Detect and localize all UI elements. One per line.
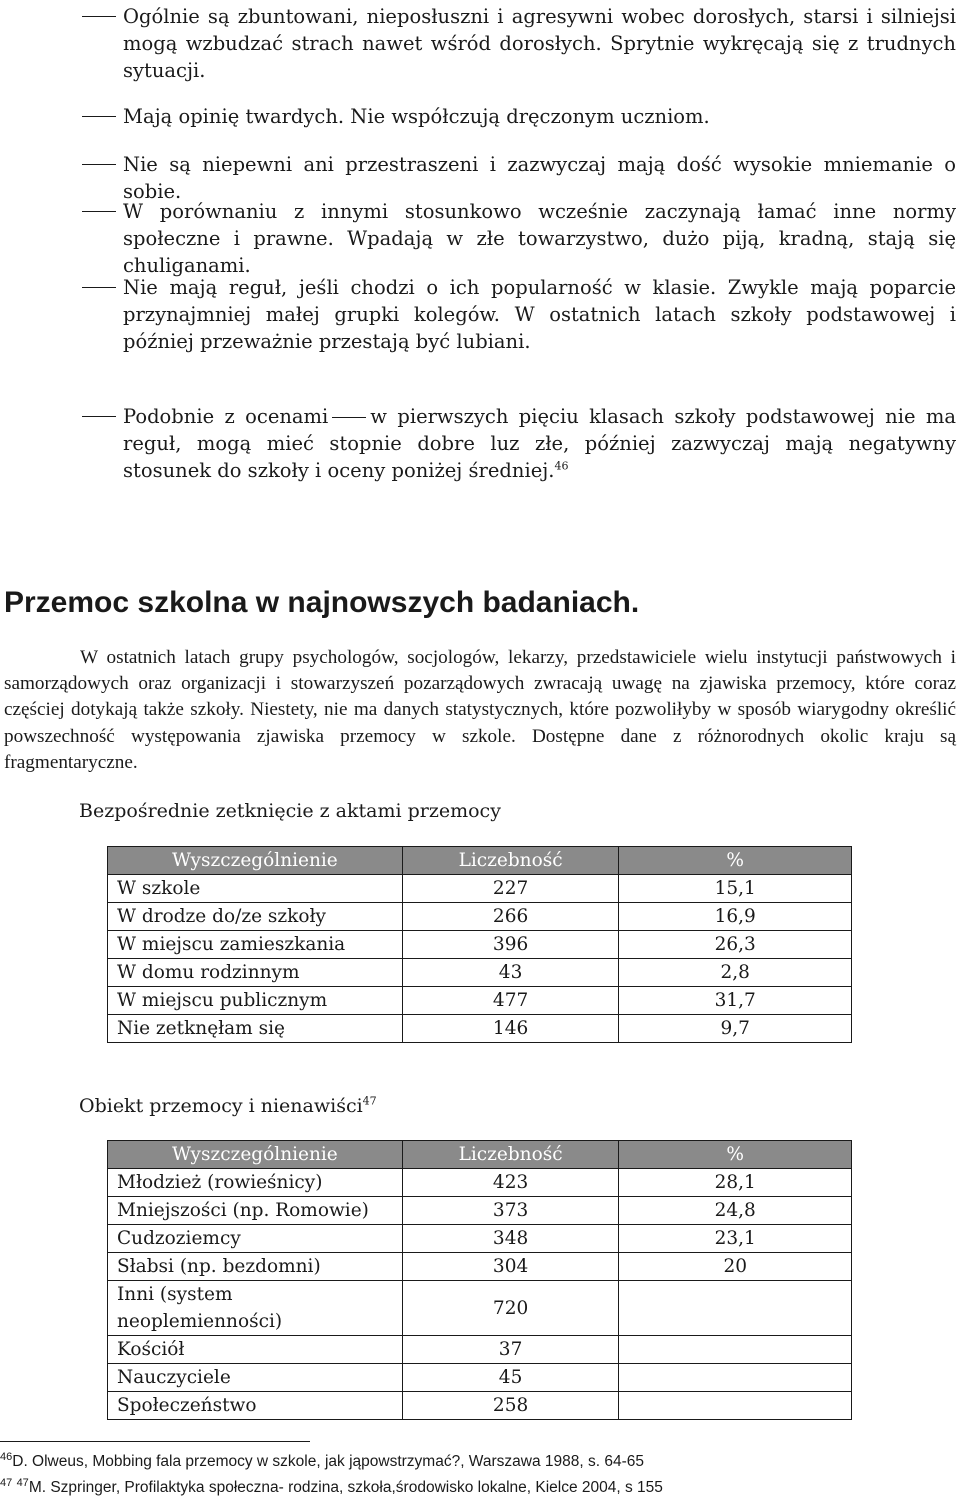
em-dash bbox=[82, 211, 116, 212]
footnote-text: M. Szpringer, Profilaktyka społeczna- rodzina, szkoła,środowisko lokalne, Kielce 2004, s 155 bbox=[28, 1479, 663, 1496]
cell bbox=[619, 1392, 852, 1420]
cell: 373 bbox=[402, 1197, 619, 1225]
footnote-number: 47 bbox=[0, 1476, 13, 1489]
cell: 348 bbox=[402, 1225, 619, 1253]
column-header: Wyszczególnienie bbox=[108, 847, 403, 875]
cell: Nauczyciele bbox=[108, 1364, 403, 1392]
cell: Społeczeństwo bbox=[108, 1392, 403, 1420]
column-header: % bbox=[619, 847, 852, 875]
em-dash bbox=[82, 116, 116, 117]
cell: 31,7 bbox=[619, 987, 852, 1015]
table-row bbox=[108, 959, 852, 987]
list-item-text: Ogólnie są zbuntowani, nieposłuszni i agresywni wobec dorosłych, starsi i silniejsi mogą wzbudzać strach nawet wśród dorosłych. Sprytnie wykręcają się z trudnych sytuacji. bbox=[123, 5, 956, 82]
cell: 146 bbox=[402, 1015, 619, 1043]
cell: Młodzież (rowieśnicy) bbox=[108, 1169, 403, 1197]
cell: 43 bbox=[402, 959, 619, 987]
column-header: % bbox=[619, 1141, 852, 1169]
table2-caption-text: Obiekt przemocy i nienawiści bbox=[79, 1095, 363, 1117]
cell: 2,8 bbox=[619, 959, 852, 987]
cell: 304 bbox=[402, 1253, 619, 1281]
list-item-text: W porównaniu z innymi stosunkowo wcześnie zaczynają łamać inne normy społeczne i prawne. Wpadają w złe towarzystwo, dużo piją, kradną, stają się chuliganami. bbox=[123, 200, 956, 277]
table-row bbox=[108, 987, 852, 1015]
cell: 227 bbox=[402, 875, 619, 903]
table-row bbox=[108, 1253, 852, 1281]
column-header: Liczebność bbox=[402, 1141, 619, 1169]
cell: 720 bbox=[402, 1281, 619, 1336]
cell: 26,3 bbox=[619, 931, 852, 959]
table-row bbox=[108, 1281, 852, 1336]
cell: 23,1 bbox=[619, 1225, 852, 1253]
cell bbox=[619, 1281, 852, 1336]
footnote-number: 46 bbox=[0, 1450, 13, 1463]
body-paragraph: W ostatnich latach grupy psychologów, socjologów, lekarzy, przedstawiciele wielu instytucji państwowych i samorządowych oraz organizacji i stowarzyszeń pozarządowych zwracają uwagę na zjawiska przemocy, które coraz częściej dotykają także szkoły. Niestety, nie ma danych statystycznych, które pozwoliłyby w sposób wiarygodny określić powszechność występowania zjawiska przemocy w szkole. Dostępne dane z różnorodnych okolic kraju są fragmentaryczne. bbox=[4, 647, 956, 773]
table-row bbox=[108, 903, 852, 931]
cell: 37 bbox=[402, 1336, 619, 1364]
list-item-lead: Podobnie z ocenami bbox=[123, 405, 329, 428]
footnote-ref[interactable]: 46 bbox=[554, 459, 569, 473]
cell: Kościół bbox=[108, 1336, 403, 1364]
em-dash bbox=[332, 417, 366, 418]
cell: 477 bbox=[402, 987, 619, 1015]
table-row bbox=[108, 931, 852, 959]
cell bbox=[619, 1336, 852, 1364]
cell: 24,8 bbox=[619, 1197, 852, 1225]
cell: W szkole bbox=[108, 875, 403, 903]
footnote bbox=[0, 1478, 663, 1498]
list-item-text: Nie są niepewni ani przestraszeni i zazwyczaj mają dość wysokie mniemanie o sobie. bbox=[123, 153, 956, 203]
column-header: Liczebność bbox=[402, 847, 619, 875]
list-item bbox=[82, 274, 956, 355]
cell: 396 bbox=[402, 931, 619, 959]
em-dash bbox=[82, 416, 116, 417]
cell: Nie zetknęłam się bbox=[108, 1015, 403, 1043]
table-header-row bbox=[108, 847, 852, 875]
footnote-divider bbox=[0, 1441, 310, 1442]
list-item-text: Mają opinię twardych. Nie współczują dręczonym uczniom. bbox=[123, 105, 710, 128]
list-item bbox=[82, 3, 956, 84]
em-dash bbox=[82, 164, 116, 165]
column-header: Wyszczególnienie bbox=[108, 1141, 403, 1169]
table1-caption: Bezpośrednie zetknięcie z aktami przemocy bbox=[79, 800, 501, 822]
cell: 266 bbox=[402, 903, 619, 931]
table-row bbox=[108, 1169, 852, 1197]
cell: 258 bbox=[402, 1392, 619, 1420]
cell: W drodze do/ze szkoły bbox=[108, 903, 403, 931]
footnote-ref[interactable]: 47 bbox=[362, 1094, 377, 1108]
section-heading: Przemoc szkolna w najnowszych badaniach. bbox=[4, 586, 640, 619]
cell: W miejscu zamieszkania bbox=[108, 931, 403, 959]
table-row bbox=[108, 1015, 852, 1043]
table-row bbox=[108, 1392, 852, 1420]
table2-caption bbox=[79, 1094, 377, 1118]
footnote-number: 47 bbox=[16, 1476, 29, 1489]
cell: W domu rodzinnym bbox=[108, 959, 403, 987]
table-violence-target bbox=[107, 1140, 852, 1420]
table-row bbox=[108, 1336, 852, 1364]
table-row bbox=[108, 1364, 852, 1392]
cell: 16,9 bbox=[619, 903, 852, 931]
cell: 9,7 bbox=[619, 1015, 852, 1043]
cell: 45 bbox=[402, 1364, 619, 1392]
footnote bbox=[0, 1452, 644, 1472]
cell: 20 bbox=[619, 1253, 852, 1281]
cell: Mniejszości (np. Romowie) bbox=[108, 1197, 403, 1225]
list-item bbox=[82, 151, 956, 205]
table-row bbox=[108, 1197, 852, 1225]
table-direct-contact bbox=[107, 846, 852, 1043]
list-item-text: Nie mają reguł, jeśli chodzi o ich popularność w klasie. Zwykle mają poparcie przynajmniej małej grupki kolegów. W ostatnich latach szkoły podstawowej i później przeważnie przestają być lubiani. bbox=[123, 276, 956, 353]
cell: 423 bbox=[402, 1169, 619, 1197]
list-item-text bbox=[123, 403, 956, 484]
em-dash bbox=[82, 16, 116, 17]
em-dash bbox=[82, 287, 116, 288]
cell: 15,1 bbox=[619, 875, 852, 903]
table-header-row bbox=[108, 1141, 852, 1169]
cell: Cudzoziemcy bbox=[108, 1225, 403, 1253]
list-item bbox=[82, 198, 956, 279]
list-item bbox=[82, 103, 956, 130]
cell: Inni (system neoplemienności) bbox=[108, 1281, 403, 1336]
cell: 28,1 bbox=[619, 1169, 852, 1197]
table-row bbox=[108, 875, 852, 903]
cell: W miejscu publicznym bbox=[108, 987, 403, 1015]
cell: Słabsi (np. bezdomni) bbox=[108, 1253, 403, 1281]
cell bbox=[619, 1364, 852, 1392]
list-item-rest: w pierwszych pięciu klasach szkoły podstawowej nie ma reguł, mogą mieć stopnie dobre luz złe, później zazwyczaj mają negatywny stosunek do szkoły i oceny poniżej średniej. bbox=[123, 405, 956, 482]
list-item bbox=[82, 403, 956, 484]
table-row bbox=[108, 1225, 852, 1253]
footnote-text: D. Olweus, Mobbing fala przemocy w szkole, jak jąpowstrzymać?, Warszawa 1988, s. 64-65 bbox=[12, 1453, 644, 1470]
